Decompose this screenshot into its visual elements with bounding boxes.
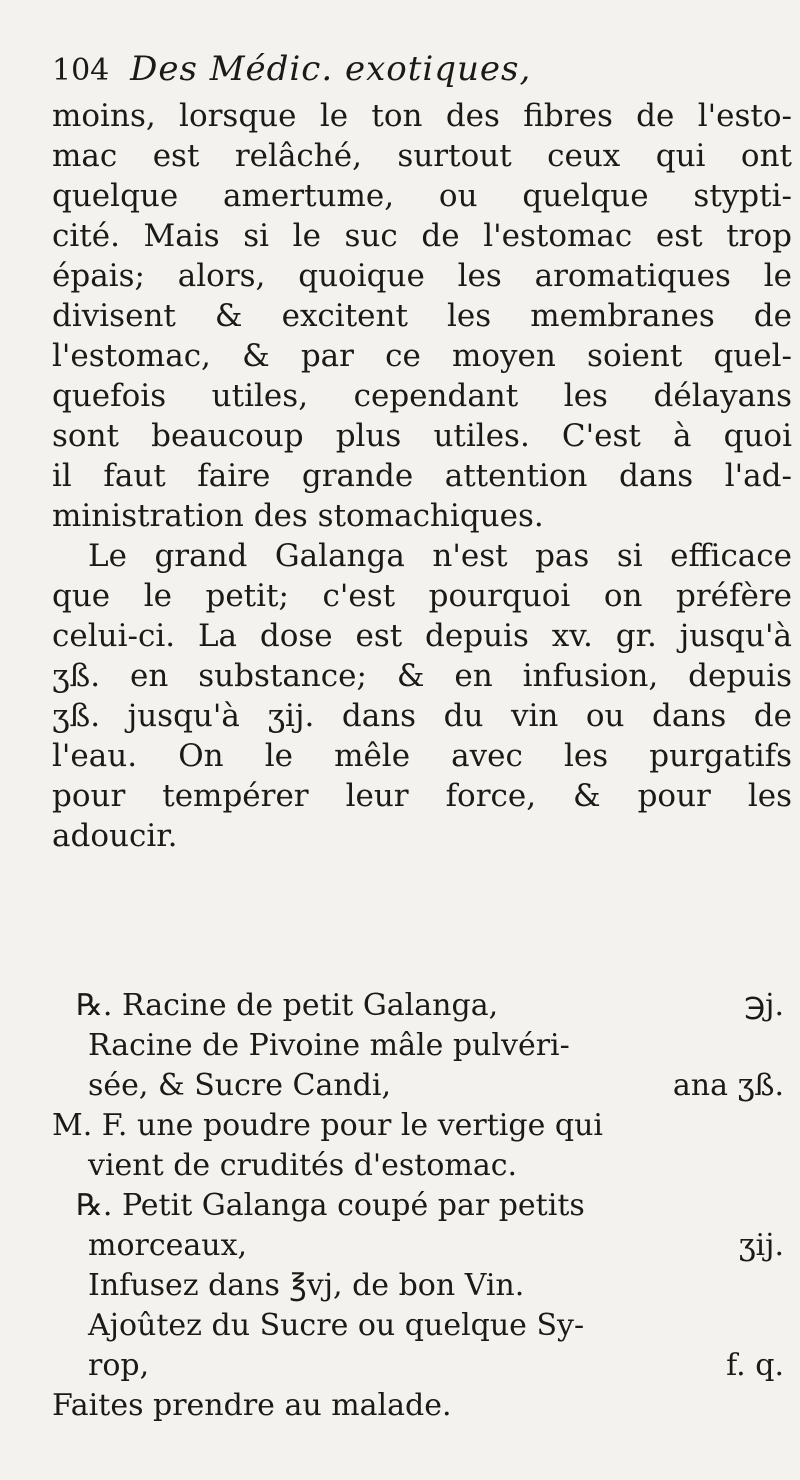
instruction-text: M. F. une poudre pour le vertige qui <box>52 1108 604 1143</box>
recipe-line <box>52 1266 792 1306</box>
ingredient-amount: f. q. <box>726 1348 784 1383</box>
text-line: quelque amertume, ou quelque stypti- <box>52 178 792 214</box>
text-line: cité. Mais si le suc de l'estomac est trop <box>52 218 792 254</box>
ingredient-amount: ana ʒß. <box>672 1068 784 1103</box>
recipe-line <box>52 1186 792 1226</box>
text-line: ministration des stomachiques. <box>52 498 544 534</box>
ingredient-amount <box>784 1306 792 1346</box>
text-line: ʒß. jusqu'à ʒij. dans du vin ou dans de <box>52 698 792 734</box>
recipe-line <box>52 1146 792 1186</box>
paragraph-2 <box>52 536 792 856</box>
recipe-line <box>52 1346 792 1386</box>
running-header <box>52 44 772 94</box>
recipes <box>52 986 792 1426</box>
ingredient-amount: ℈j. <box>744 988 784 1023</box>
recipe-line <box>52 1386 792 1426</box>
instruction-text: rop, <box>88 1348 150 1383</box>
ingredient-text: sée, & Sucre Candi, <box>88 1068 392 1103</box>
recipe-line <box>52 1226 792 1266</box>
body-text <box>52 96 792 856</box>
recipe-2 <box>52 1186 792 1426</box>
running-title: Des Médic. exotiques, <box>130 49 532 89</box>
ingredient-amount <box>784 1266 792 1306</box>
text-line: sont beaucoup plus utiles. C'est à quoi <box>52 418 792 454</box>
recipe-line <box>52 1026 792 1066</box>
instruction-text: Infusez dans ℥vj, de bon Vin. <box>88 1268 525 1303</box>
ingredient-amount <box>784 1386 792 1426</box>
ingredient-amount <box>784 1026 792 1066</box>
ingredient-amount <box>784 1106 792 1146</box>
ingredient-text: ℞. Petit Galanga coupé par petits <box>76 1188 585 1223</box>
text-line: quefois utiles, cependant les délayans <box>52 378 792 414</box>
ingredient-amount: ʒij. <box>738 1228 784 1263</box>
page-number: 104 <box>52 53 110 88</box>
recipe-1 <box>52 986 792 1186</box>
text-line: divisent & excitent les membranes de <box>52 298 792 334</box>
recipe-line <box>52 1066 792 1106</box>
text-line: mac est relâché, surtout ceux qui ont <box>52 138 792 174</box>
text-line: Le grand Galanga n'est pas si efficace <box>88 538 792 574</box>
recipe-line <box>52 1106 792 1146</box>
text-line: épais; alors, quoique les aromatiques le <box>52 258 792 294</box>
ingredient-text: morceaux, <box>88 1228 248 1263</box>
ingredient-amount <box>784 1146 792 1186</box>
text-line: l'estomac, & par ce moyen soient quel- <box>52 338 792 374</box>
text-line: l'eau. On le mêle avec les purgatifs <box>52 738 792 774</box>
ingredient-text: ℞. Racine de petit Galanga, <box>76 988 499 1023</box>
recipe-line <box>52 1306 792 1346</box>
text-line: moins, lorsque le ton des fibres de l'esto- <box>52 98 792 134</box>
text-line: il faut faire grande attention dans l'ad- <box>52 458 792 494</box>
text-line: adoucir. <box>52 818 178 854</box>
paragraph-1 <box>52 96 792 536</box>
text-line: celui-ci. La dose est depuis xv. gr. jusqu'à <box>52 618 792 654</box>
text-line: pour tempérer leur force, & pour les <box>52 778 792 814</box>
instruction-text: Faites prendre au malade. <box>52 1388 452 1423</box>
instruction-text: vient de crudités d'estomac. <box>88 1148 518 1183</box>
text-line: que le petit; c'est pourquoi on préfère <box>52 578 792 614</box>
ingredient-amount <box>784 1186 792 1226</box>
recipe-line <box>52 986 792 1026</box>
text-line: ʒß. en substance; & en infusion, depuis <box>52 658 792 694</box>
instruction-text: Ajoûtez du Sucre ou quelque Sy- <box>88 1308 585 1343</box>
ingredient-text: Racine de Pivoine mâle pulvéri- <box>88 1028 570 1063</box>
